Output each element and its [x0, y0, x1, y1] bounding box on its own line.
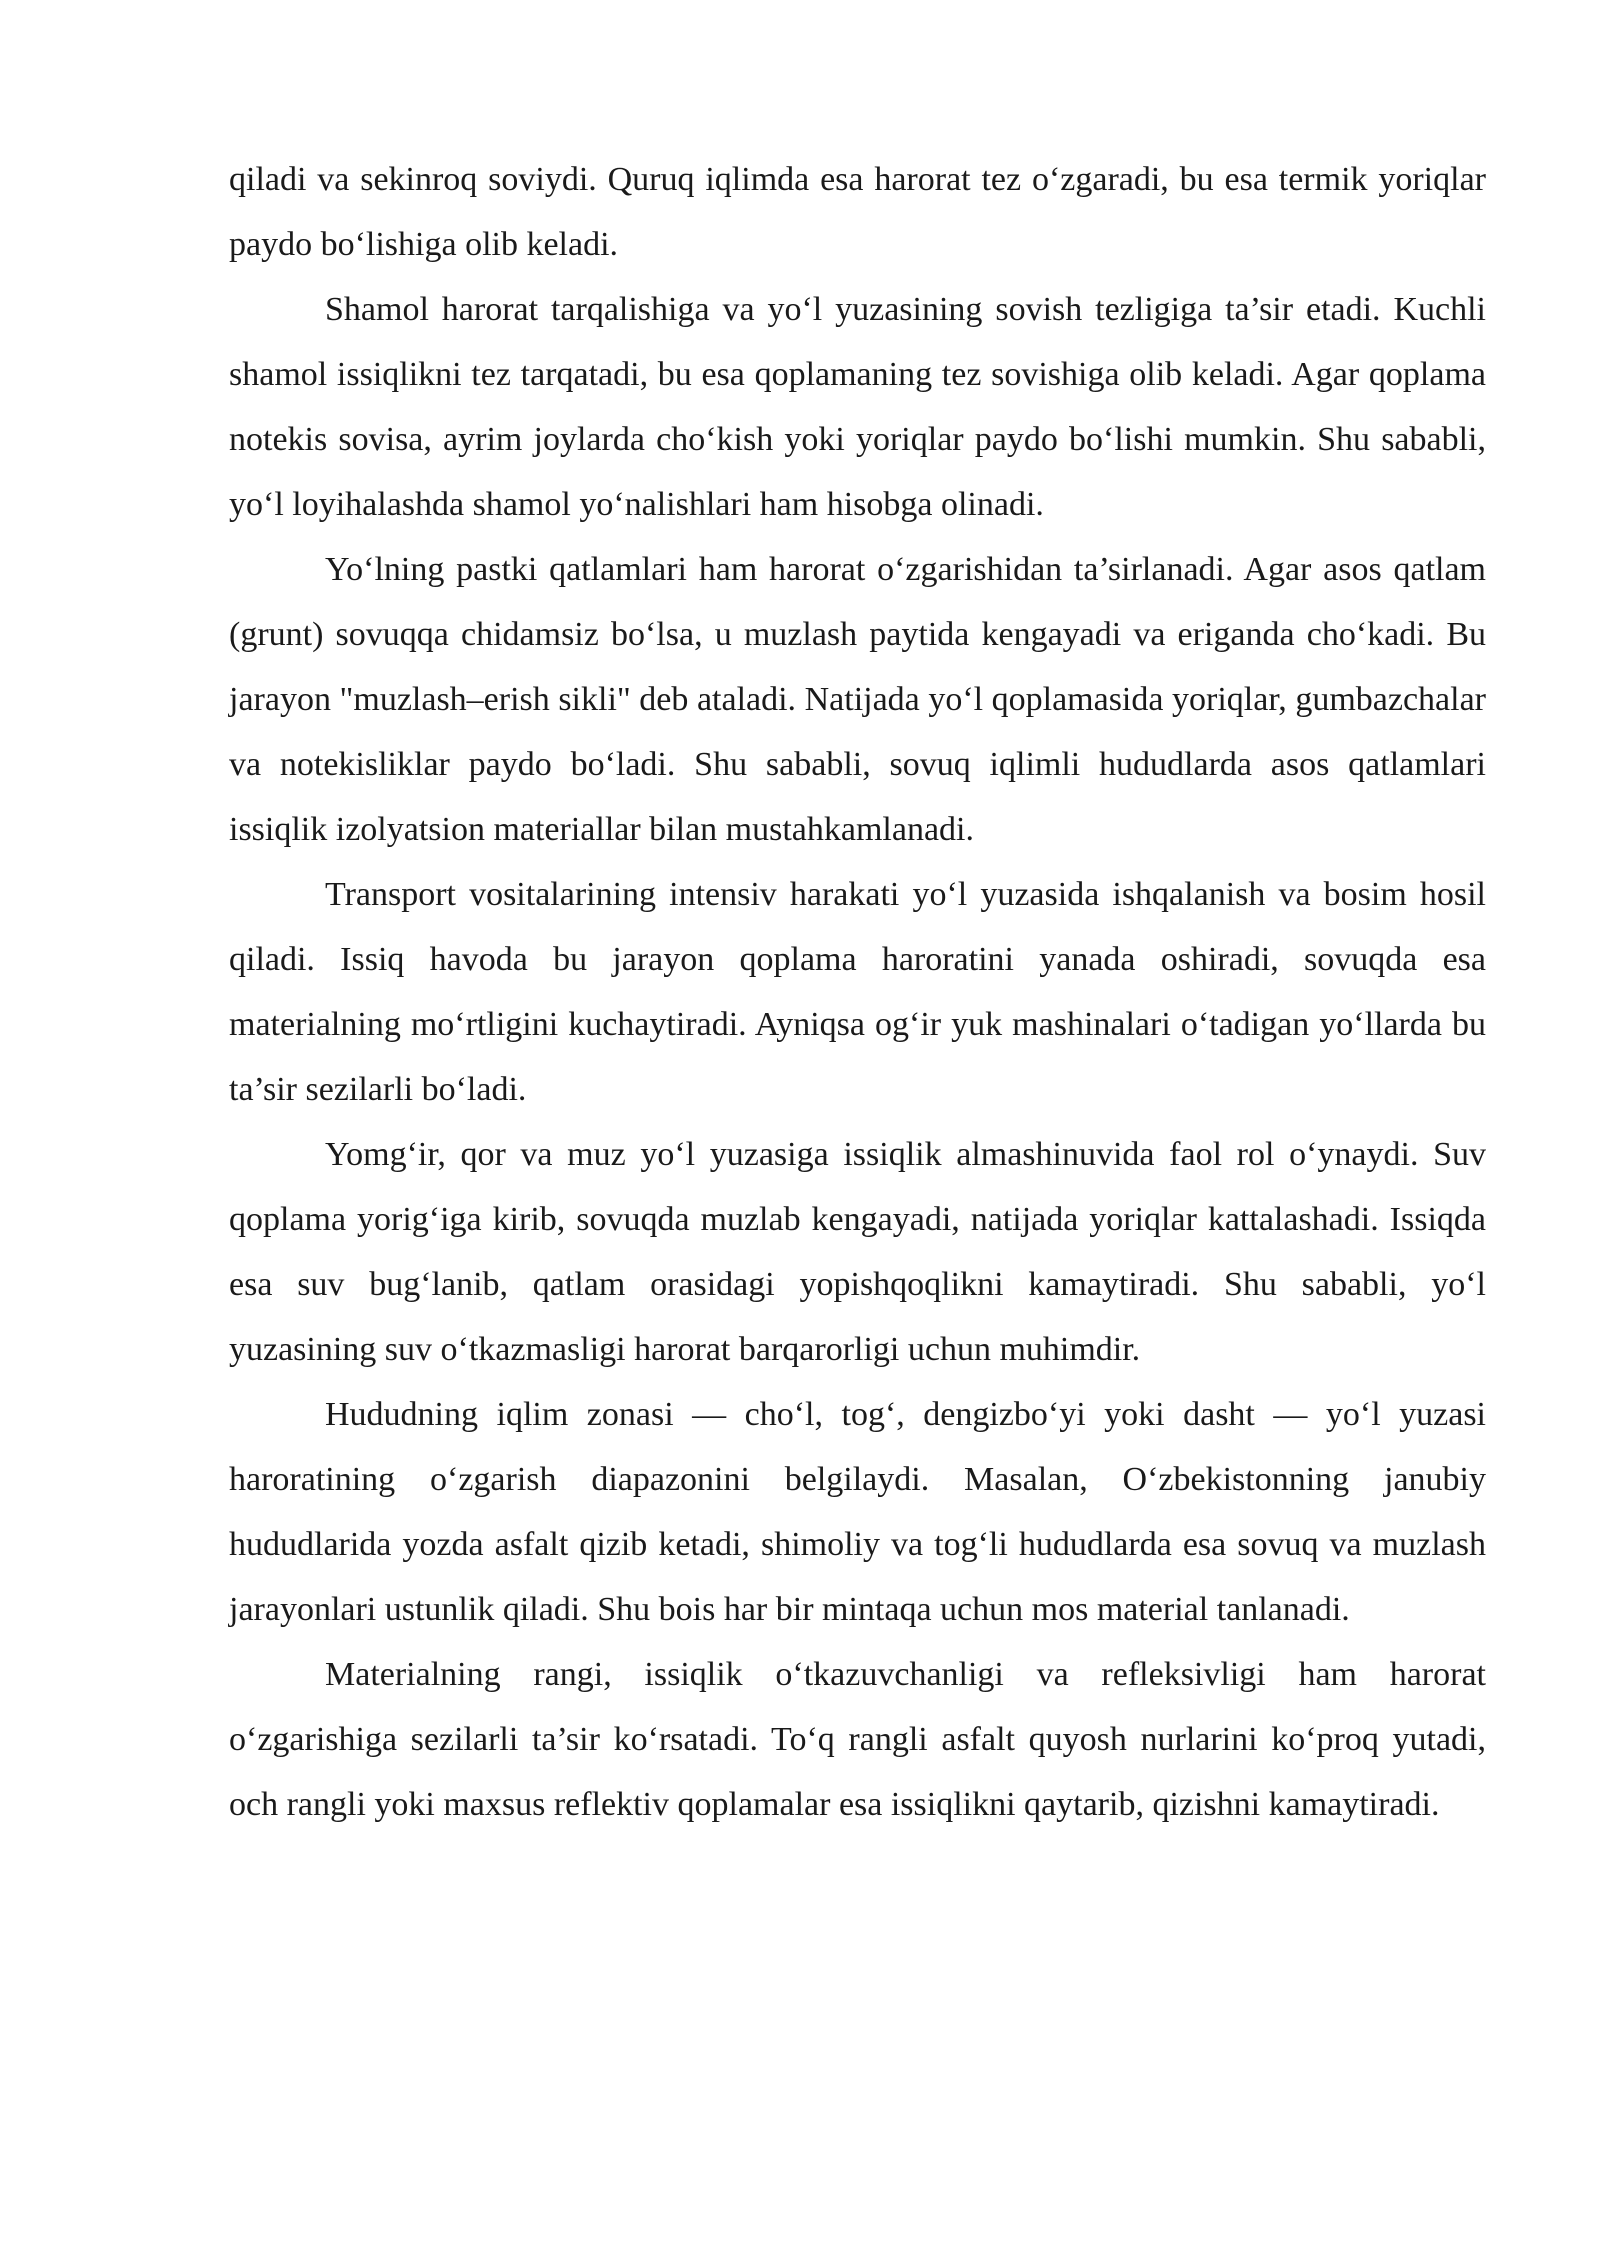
- paragraph-precipitation: Yomg‘ir, qor va muz yo‘l yuzasiga issiqlik almashinuvida faol rol o‘ynaydi. Suv qoplama yorig‘iga kirib, sovuqda muzlab kengayadi, natijada yoriqlar kattalashadi. Issiqda esa suv bug‘lanib, qatlam orasidagi yopishqoqlikni kamaytiradi. Shu sababli, yo‘l yuzasining suv o‘tkazmasligi harorat barqarorligi uchun muhimdir.: [229, 1136, 1486, 1368]
- paragraph-lower-layers: Yo‘lning pastki qatlamlari ham harorat o‘zgarishidan ta’sirlanadi. Agar asos qatlam (grunt) sovuqqa chidamsiz bo‘lsa, u muzlash paytida kengayadi va eriganda cho‘kadi. Bu jarayon "muzlash–erish sikli" deb ataladi. Natijada yo‘l qoplamasida yoriqlar, gumbazchalar va notekisliklar paydo bo‘ladi. Shu sababli, sovuq iqlimli hududlarda asos qatlamlari issiqlik izolyatsion materiallar bilan mustahkamlanadi.: [229, 551, 1486, 848]
- paragraph-continued: qiladi va sekinroq soviydi. Quruq iqlimda esa harorat tez o‘zgaradi, bu esa termik yoriqlar paydo bo‘lishiga olib keladi.: [229, 161, 1486, 263]
- paragraph-material-color: Materialning rangi, issiqlik o‘tkazuvchanligi va refleksivligi ham harorat o‘zgarishiga sezilarli ta’sir ko‘rsatadi. To‘q rangli asfalt quyosh nurlarini ko‘proq yutadi, och rangli yoki maxsus reflektiv qoplamalar esa issiqlikni qaytarib, qizishni kamaytiradi.: [229, 1656, 1486, 1823]
- paragraph-climate-zone: Hududning iqlim zonasi — cho‘l, tog‘, dengizbo‘yi yoki dasht — yo‘l yuzasi haroratining o‘zgarish diapazonini belgilaydi. Masalan, O‘zbekistonning janubiy hududlarida yozda asfalt qizib ketadi, shimoliy va tog‘li hududlarda esa sovuq va muzlash jarayonlari ustunlik qiladi. Shu bois har bir mintaqa uchun mos material tanlanadi.: [229, 1396, 1486, 1628]
- paragraph-wind: Shamol harorat tarqalishiga va yo‘l yuzasining sovish tezligiga ta’sir etadi. Kuchli shamol issiqlikni tez tarqatadi, bu esa qoplamaning tez sovishiga olib keladi. Agar qoplama notekis sovisa, ayrim joylarda cho‘kish yoki yoriqlar paydo bo‘lishi mumkin. Shu sababli, yo‘l loyihalashda shamol yo‘nalishlari ham hisobga olinadi.: [229, 291, 1486, 523]
- document-body: [229, 147, 1486, 1837]
- paragraph-traffic: Transport vositalarining intensiv harakati yo‘l yuzasida ishqalanish va bosim hosil qiladi. Issiq havoda bu jarayon qoplama haroratini yanada oshiradi, sovuqda esa materialning mo‘rtligini kuchaytiradi. Ayniqsa og‘ir yuk mashinalari o‘tadigan yo‘llarda bu ta’sir sezilarli bo‘ladi.: [229, 876, 1486, 1108]
